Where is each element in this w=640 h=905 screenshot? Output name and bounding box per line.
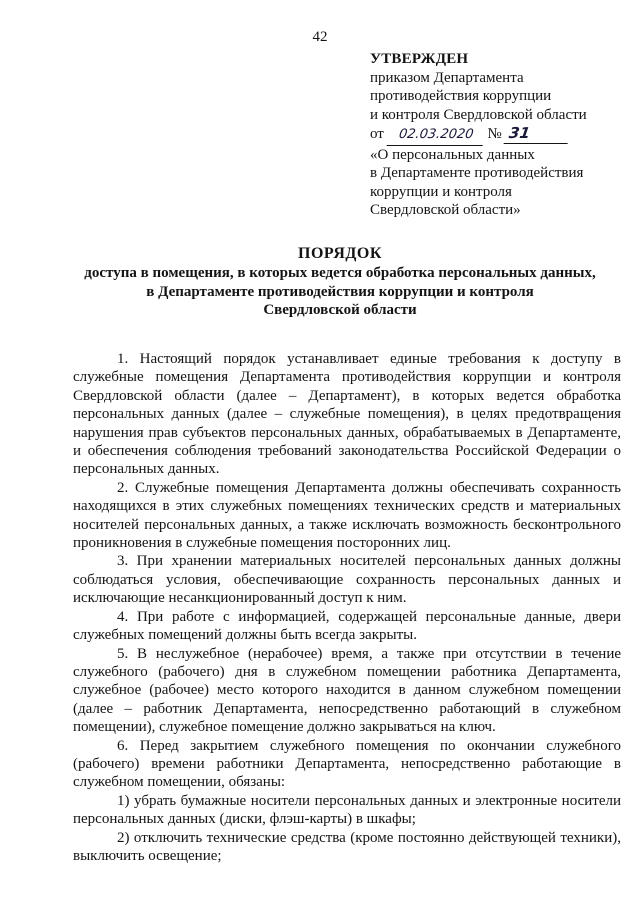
approval-stamp — [370, 50, 620, 220]
paragraph-4: 4. При работе с информацией, содержащей персональные данные, двери служебных помещений должны быть всегда закрыты. — [73, 608, 621, 644]
document-title-block — [40, 244, 640, 320]
paragraph-3: 3. При хранении материальных носителей персональных данных должны соблюдаться условия, обеспечивающие сохранность персональных данных и исключающие несанкционированный доступ к ним. — [73, 553, 621, 607]
document-subtitle-line-3: Свердловской области — [263, 302, 417, 318]
approval-line-6: в Департаменте противодействия — [370, 165, 584, 181]
date-prefix: от — [370, 126, 384, 142]
page-number: 42 — [312, 29, 328, 45]
document-subtitle-line-1: доступа в помещения, в которых ведется обработка персональных данных, — [84, 265, 596, 281]
approval-date-line — [370, 124, 620, 146]
approval-line-8: Свердловской области» — [370, 202, 521, 218]
document-body — [73, 350, 621, 865]
paragraph-6-item-1: 1) убрать бумажные носители персональных данных и электронные носители персональных данных (диски, флэш-карты) в шкафы; — [73, 792, 621, 828]
approval-line-5: «О персональных данных — [370, 146, 535, 163]
handwritten-date: 02.03.2020 — [386, 126, 485, 146]
paragraph-6: 6. Перед закрытием служебного помещения по окончании служебного (рабочего) времени работники Департамента, непосредственно работающие в служебном помещении, обязаны: — [73, 737, 621, 791]
paragraph-2: 2. Служебные помещения Департамента должны обеспечивать сохранность находящихся в этих служебных помещениях технических средств и материальных носителей персональных данных, а также исключать возможность бесконтрольного проникновения в служебные помещения посторонних лиц. — [73, 479, 621, 552]
approval-line-1: приказом Департамента — [370, 69, 524, 86]
paragraph-1: 1. Настоящий порядок устанавливает единые требования к доступу в служебные помещения Департамента противодействия коррупции и контроля Свердловской области (далее – Департамент), в которых ведется обработка персональных данных (далее – служебные помещения), в целях предотвращения нарушения прав субъектов персональных данных, обрабатываемых в Департаменте, и обеспечения соблюдения требований законодательства Российской Федерации о персональных данных. — [73, 351, 621, 478]
number-prefix: № — [487, 126, 502, 142]
approval-heading: УТВЕРЖДЕН — [370, 51, 469, 67]
approval-line-3: и контроля Свердловской области — [370, 106, 587, 123]
paragraph-5: 5. В неслужебное (нерабочее) время, а также при отсутствии в течение служебного (рабочего) дня в служебном помещении работника Департамента, служебное (рабочее) место которого находится в данном служебном помещении (далее – работник Департамента, непосредственно работающий в служебном помещении), служебное помещение должно закрываться на ключ. — [73, 645, 621, 736]
approval-line-2: противодействия коррупции — [370, 88, 552, 104]
document-subtitle-line-2: в Департаменте противодействия коррупции и контроля — [146, 283, 534, 300]
approval-line-7: коррупции и контроля — [370, 183, 512, 200]
paragraph-6-item-2: 2) отключить технические средства (кроме постоянно действующей техники), выключить освещение; — [73, 829, 621, 864]
document-title: ПОРЯДОК — [298, 245, 382, 262]
handwritten-number: 31 — [504, 124, 571, 144]
